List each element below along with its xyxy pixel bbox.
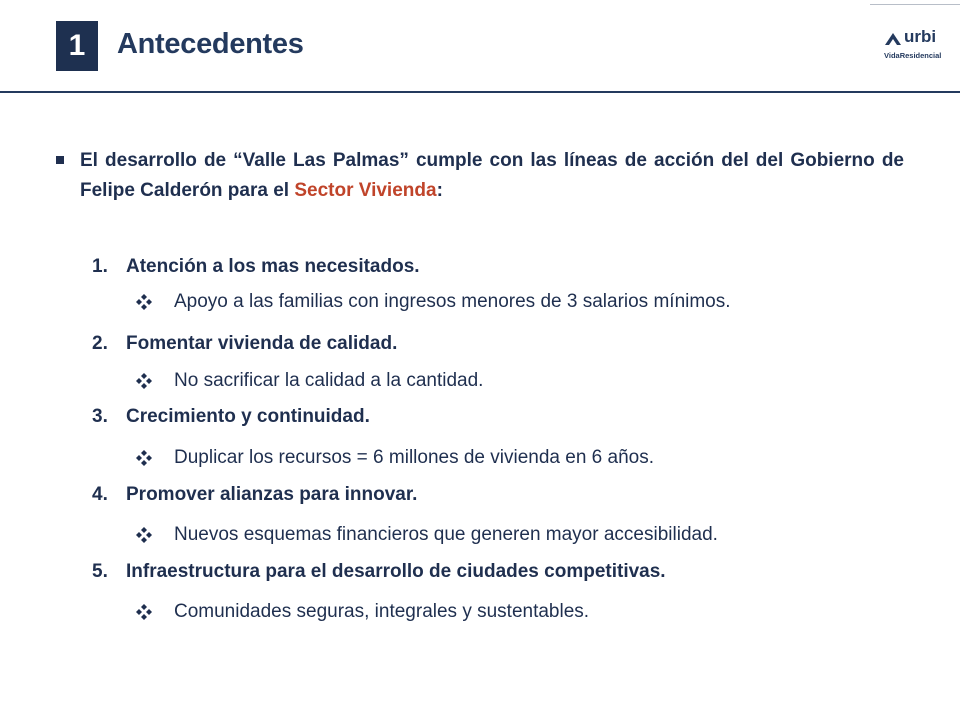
list-item-detail (136, 370, 483, 392)
list-item-detail (136, 524, 718, 546)
list-item-number: 4. (92, 484, 108, 505)
list-item-detail (136, 447, 654, 469)
page-title: Antecedentes (117, 28, 304, 60)
intro-text-part1: El desarrollo de “Valle Las Palmas” cumple con las líneas de acción del del Gobierno de Felipe Calderón para el (80, 150, 904, 201)
intro-text (80, 146, 904, 206)
four-diamond-bullet-icon (136, 527, 152, 543)
list-item-detail-text: Duplicar los recursos = 6 millones de vivienda en 6 años. (174, 447, 655, 468)
list-item (92, 333, 397, 355)
list-item-title: Atención a los mas necesitados. (126, 256, 420, 277)
list-item-detail (136, 601, 589, 623)
list-item-title: Infraestructura para el desarrollo de ciudades competitivas. (126, 561, 666, 582)
intro-highlight: Sector Vivienda (294, 180, 437, 201)
list-item-number: 1. (92, 256, 108, 277)
logo-name: urbi (904, 27, 937, 46)
corner-divider (870, 4, 960, 5)
urbi-logo (884, 29, 954, 63)
list-item-title: Fomentar vivienda de calidad. (126, 333, 398, 354)
four-diamond-bullet-icon (136, 450, 152, 466)
list-item (92, 484, 417, 506)
list-item (92, 256, 420, 278)
urbi-logo-icon (884, 31, 904, 47)
list-item-number: 3. (92, 406, 108, 427)
list-item-number: 5. (92, 561, 108, 582)
section-number-badge: 1 (56, 21, 98, 71)
intro-text-part2: : (436, 180, 443, 201)
intro-paragraph (56, 146, 904, 206)
header-divider (0, 91, 960, 93)
four-diamond-bullet-icon (136, 373, 152, 389)
four-diamond-bullet-icon (136, 604, 152, 620)
list-item (92, 561, 666, 583)
list-item-detail (136, 291, 731, 313)
list-item-number: 2. (92, 333, 108, 354)
list-item-title: Promover alianzas para innovar. (126, 484, 418, 505)
list-item (92, 406, 370, 428)
four-diamond-bullet-icon (136, 294, 152, 310)
square-bullet-icon (56, 156, 64, 164)
list-item-detail-text: Apoyo a las familias con ingresos menores de 3 salarios mínimos. (174, 291, 731, 312)
list-item-detail-text: Nuevos esquemas financieros que generen mayor accesibilidad. (174, 524, 718, 545)
list-item-detail-text: Comunidades seguras, integrales y sustentables. (174, 601, 590, 622)
list-item-title: Crecimiento y continuidad. (126, 406, 370, 427)
list-item-detail-text: No sacrificar la calidad a la cantidad. (174, 370, 484, 391)
logo-tagline: VidaResidencial (884, 51, 942, 60)
